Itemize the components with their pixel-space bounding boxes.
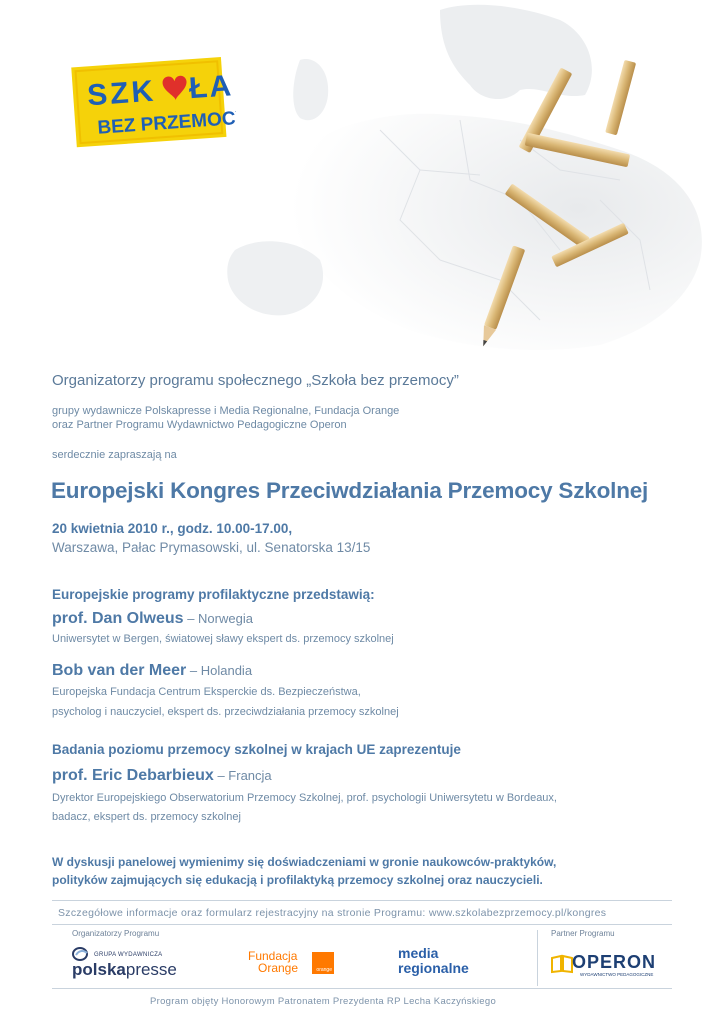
- invite-line: serdecznie zapraszają na: [52, 449, 177, 461]
- panel-line-1: W dyskusji panelowej wymienimy się doświadczeniami w gronie naukowców-praktyków,: [52, 855, 557, 869]
- europe-map-illustration: [0, 0, 724, 360]
- map-iberia: [227, 241, 323, 315]
- orange-square-icon: [312, 952, 334, 974]
- study-heading: Badania poziomu przemocy szkolnej w krajach UE zaprezentuje: [52, 742, 461, 757]
- media-line-1: media: [398, 945, 439, 961]
- svg-text:SZK: SZK: [86, 74, 158, 113]
- divider-bottom: [52, 988, 672, 989]
- partner-label: Partner Programu: [551, 929, 615, 938]
- groups-line-1: grupy wydawnicze Polskapresse i Media Regionalne, Fundacja Orange: [52, 405, 400, 417]
- speaker-2-dash: –: [186, 663, 201, 678]
- event-date: 20 kwietnia 2010 r., godz. 10.00-17.00,: [52, 521, 293, 536]
- divider-info: [52, 924, 672, 925]
- organizers-line: Organizatorzy programu społecznego „Szkoła bez przemocy”: [52, 372, 459, 389]
- speaker-1: [52, 610, 253, 628]
- patronage-line: Program objęty Honorowym Patronatem Prezydenta RP Lecha Kaczyńskiego: [150, 996, 497, 1007]
- speaker-2: [52, 662, 252, 680]
- map-uk: [293, 59, 328, 120]
- operon-wordmark: OPERON: [572, 952, 657, 972]
- groups-line-2: oraz Partner Programu Wydawnictwo Pedagogiczne Operon: [52, 419, 347, 431]
- speaker-2-country: Holandia: [200, 663, 253, 678]
- speaker-3-dash: –: [213, 768, 229, 783]
- orange-square-label: orange: [316, 967, 332, 973]
- szkola-bez-przemocy-logo: [66, 56, 236, 152]
- programs-heading: Europejskie programy profilaktyczne przedstawią:: [52, 587, 375, 602]
- speaker-1-name: prof. Dan Olweus: [52, 610, 184, 627]
- polskapresse-wordmark: polskapresse: [72, 960, 177, 979]
- svg-text:ŁA: ŁA: [187, 69, 235, 106]
- speaker-3-desc-2: badacz, ekspert ds. przemocy szkolnej: [52, 811, 241, 823]
- operon-logo: [550, 952, 660, 982]
- map-scandinavia: [440, 5, 592, 99]
- panel-line-2: polityków zajmujących się edukacją i profilaktyką przemocy szkolnej oraz nauczycieli.: [52, 873, 543, 887]
- hero-illustration: [0, 0, 724, 360]
- speaker-2-desc-1: Europejska Fundacja Centrum Eksperckie ds. Bezpieczeństwa,: [52, 686, 361, 698]
- footer-divider: [537, 930, 538, 986]
- divider-top: [52, 900, 672, 901]
- speaker-1-dash: –: [183, 611, 199, 626]
- speaker-3-desc-1: Dyrektor Europejskiego Obserwatorium Przemocy Szkolnej, prof. psychologii Uniwersytetu w Bordeaux,: [52, 792, 557, 804]
- event-place: Warszawa, Pałac Prymasowski, ul. Senatorska 13/15: [52, 540, 371, 555]
- polskapresse-small: GRUPA WYDAWNICZA: [94, 952, 163, 958]
- organizers-label: Organizatorzy Programu: [72, 929, 160, 938]
- speaker-2-desc-2: psycholog i nauczyciel, ekspert ds. przeciwdziałania przemocy szkolnej: [52, 706, 399, 718]
- polskapresse-logo: [72, 946, 192, 980]
- svg-text:BEZ PRZEMOCY: BEZ PRZEMOCY: [96, 107, 236, 139]
- media-regionalne-logo: [398, 946, 469, 976]
- congress-title: Europejski Kongres Przeciwdziałania Przemocy Szkolnej: [51, 478, 649, 503]
- speaker-2-name: Bob van der Meer: [52, 662, 187, 679]
- operon-book-icon: [550, 954, 574, 974]
- fundacja-orange-logo: [248, 950, 298, 974]
- speaker-3: [52, 767, 272, 785]
- operon-small: WYDAWNICTWO PEDAGOGICZNE: [580, 972, 654, 977]
- fundacja-line-1: Fundacja: [248, 949, 298, 963]
- speaker-3-country: Francja: [228, 768, 272, 783]
- info-line: Szczegółowe informacje oraz formularz rejestracyjny na stronie Programu: www.szkolabezprzemocy.pl/kongres: [58, 907, 607, 919]
- speaker-1-desc: Uniwersytet w Bergen, światowej sławy ekspert ds. przemocy szkolnej: [52, 633, 394, 645]
- speaker-1-country: Norwegia: [198, 611, 253, 626]
- speaker-3-name: prof. Eric Debarbieux: [52, 767, 214, 784]
- fundacja-line-2: Orange: [258, 961, 299, 975]
- media-line-2: regionalne: [398, 960, 469, 976]
